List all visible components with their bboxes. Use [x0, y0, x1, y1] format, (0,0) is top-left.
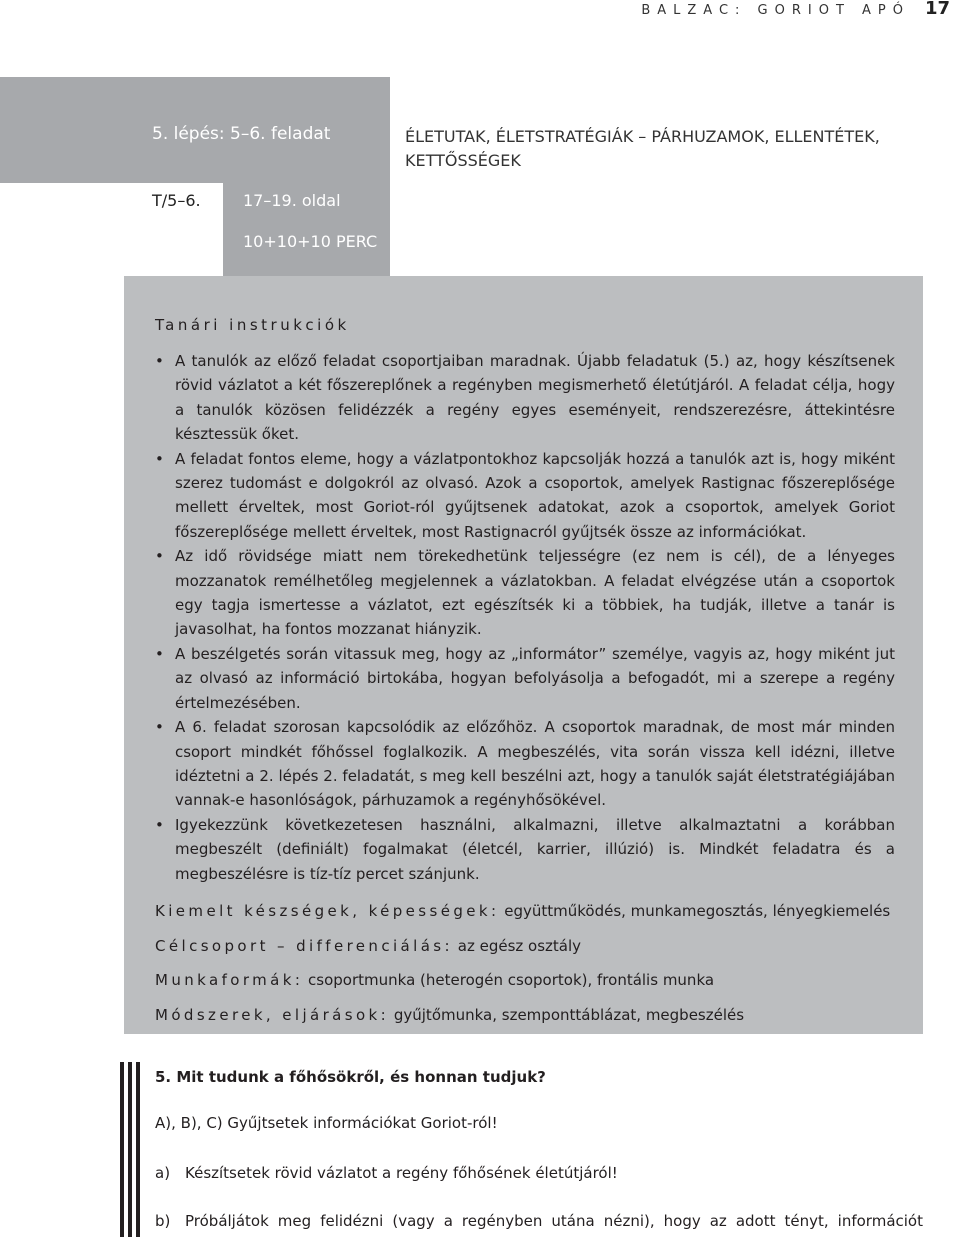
task-title: 5. Mit tudunk a főhősökről, és honnan tudjuk?	[155, 1068, 546, 1086]
task-line	[155, 1212, 923, 1237]
methods-line	[155, 1006, 744, 1024]
bullet-icon: •	[155, 815, 164, 834]
instructions-list	[155, 349, 895, 886]
step-pages: 17–19. oldal	[243, 191, 341, 210]
instruction-text: A 6. feladat szorosan kapcsolódik az előzőhöz. A csoportok maradnak, de most már minden csoport mindkét főhőssel foglalkozik. A megbeszélés, vita során vissza kell idézni, illetve idéztetni a 2. lépés 2. feladatát, s meg kell beszélni azt, hogy a tanulók saját életstratégiájában vannak-e hasonlóságok, párhuzamok a regényhősökével.	[175, 718, 895, 810]
skills-key: Kiemelt készségek, képességek:	[155, 902, 500, 920]
running-head-title: BALZAC: GORIOT APÓ	[641, 3, 910, 18]
marker-bar	[136, 1062, 140, 1237]
bullet-icon: •	[155, 718, 164, 737]
bullet-icon: •	[155, 644, 164, 663]
task-line-label: b)	[155, 1212, 171, 1230]
instruction-text: A feladat fontos eleme, hogy a vázlatpontokhoz kapcsolják hozzá a tanulók azt is, hogy miként szerez tudomást e dolgokról az olvasó. Azok a csoportok, amelyek Rastignac főszereplősége mellett érveltek, most Goriot-ról gyűjtsenek adatokat, azok a csoportok, amelyek Goriot főszereplősége mellett érveltek, most Rastignacról gyűjtsék össze az információkat.	[175, 449, 895, 541]
instruction-item	[155, 544, 895, 642]
task-line: A), B), C) Gyűjtsetek információkat Goriot-ról!	[155, 1114, 498, 1132]
target-group-key: Célcsoport – differenciálás:	[155, 937, 453, 955]
task-marker-bars	[120, 1062, 150, 1237]
step-title: ÉLETUTAK, ÉLETSTRATÉGIÁK – PÁRHUZAMOK, ELLENTÉTEK, KETTŐSSÉGEK	[405, 127, 880, 170]
target-group-value: az egész osztály	[452, 937, 582, 955]
instruction-item	[155, 349, 895, 447]
bullet-icon: •	[155, 547, 164, 566]
work-forms-value: csoportmunka (heterogén csoportok), frontális munka	[303, 971, 715, 989]
instruction-item	[155, 715, 895, 813]
instruction-item	[155, 447, 895, 545]
step-label: 5. lépés: 5–6. feladat	[152, 124, 331, 144]
work-forms-line	[155, 971, 714, 989]
work-forms-key: Munkaformák:	[155, 971, 304, 989]
skills-value: együttműködés, munkamegosztás, lényegkiemelés	[499, 902, 891, 920]
instruction-item	[155, 813, 895, 886]
task-line-label: a)	[155, 1164, 171, 1182]
target-group-line	[155, 937, 581, 955]
task-line-text: Készítsetek rövid vázlatot a regény főhősének életútjáról!	[185, 1164, 618, 1182]
instruction-text: A beszélgetés során vitassuk meg, hogy az „informátor” személye, vagyis az, hogy miként jut az olvasó az információ birtokába, hogyan befolyásolja a befogadót, mi a szerepe a regény értelmezésében.	[175, 644, 895, 712]
instruction-item	[155, 642, 895, 715]
marker-bar	[128, 1062, 132, 1237]
bullet-icon: •	[155, 449, 164, 468]
task-line	[155, 1164, 618, 1182]
instruction-text: Az idő rövidsége miatt nem törekedhetünk teljességre (ez nem is cél), de a lényeges mozzanatok remélhetőleg megjelennek a vázlatokban. A feladat elvégzése után a csoportok egy tagja ismertesse a vázlatot, ezt egészítsék ki a többiek, ha tudják, illetve a tanár is javasolhat, ha fontos mozzanat hiányzik.	[175, 547, 895, 639]
instruction-text: Igyekezzünk következetesen használni, alkalmazni, illetve alkalmaztatni a korábban megbeszélt (definiált) fogalmakat (életcél, karrier, illúzió) is. Mindkét feladatra és a megbeszélésre is tíz-tíz percet szánjunk.	[175, 815, 895, 883]
instruction-text: A tanulók az előző feladat csoportjaiban maradnak. Újabb feladatuk (5.) az, hogy készítsenek rövid vázlatot a két főszereplőnek a regényben megismerhető életútjáról. A feladat célja, hogy a tanulók közösen felidézzék a regény egyes eseményeit, rendszerezésre, áttekintésre késztessük őket.	[175, 352, 895, 444]
methods-value: gyűjtőmunka, szemponttáblázat, megbeszélés	[389, 1006, 745, 1024]
task-line-text: Próbáljátok meg felidézni (vagy a regényben utána nézni), hogy az adott tényt, információt	[185, 1212, 923, 1230]
page-number: 17	[924, 0, 950, 19]
instructions-heading: Tanári instrukciók	[155, 316, 350, 334]
step-code: T/5–6.	[152, 191, 201, 210]
running-head	[360, 0, 960, 22]
marker-bar	[120, 1062, 124, 1237]
bullet-icon: •	[155, 352, 164, 370]
skills-line	[155, 902, 890, 920]
step-time: 10+10+10 PERC	[243, 232, 378, 251]
methods-key: Módszerek, eljárások:	[155, 1006, 390, 1024]
